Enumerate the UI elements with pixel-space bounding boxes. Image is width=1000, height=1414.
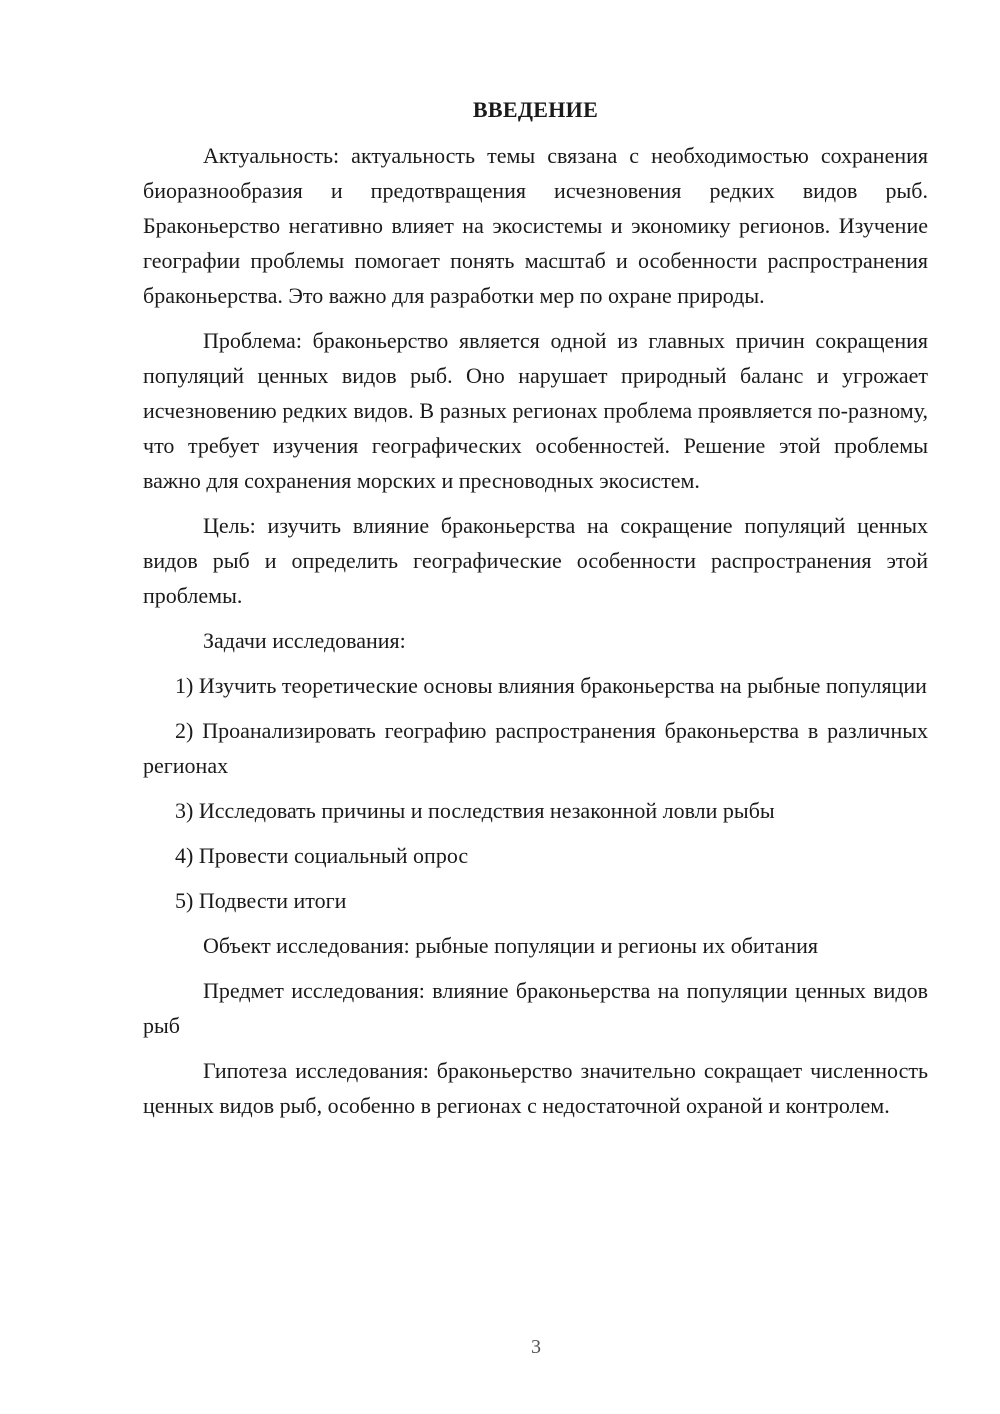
page-title: ВВЕДЕНИЕ: [472, 97, 599, 122]
document-page: [143, 92, 928, 1133]
paragraph-relevance: Актуальность: актуальность темы связана с необходимостью сохранения биоразнообразия и предотвращения исчезновения редких видов рыб. Браконьерство негативно влияет на экосистемы и экономику регионов. Изучение географии проблемы помогает понять масштаб и особенности распространения браконьерства. Это важно для разработки мер по охране природы.: [143, 143, 928, 308]
paragraph-problem: Проблема: браконьерство является одной из главных причин сокращения популяций ценных видов рыб. Оно нарушает природный баланс и угрожает исчезновению редких видов. В разных регионах проблема проявляется по-разному, что требует изучения географических особенностей. Решение этой проблемы важно для сохранения морских и пресноводных экосистем.: [143, 328, 928, 493]
paragraph-subject: Предмет исследования: влияние браконьерства на популяции ценных видов рыб: [143, 978, 928, 1038]
paragraph-hypothesis: Гипотеза исследования: браконьерство значительно сокращает численность ценных видов рыб, особенно в регионах с недостаточной охраной и контролем.: [143, 1058, 928, 1118]
list-item: 1) Изучить теоретические основы влияния браконьерства на рыбные популяции: [175, 673, 927, 698]
page-number: 3: [531, 1336, 541, 1358]
paragraph-goal: Цель: изучить влияние браконьерства на сокращение популяций ценных видов рыб и определить географические особенности распространения этой проблемы.: [143, 513, 928, 608]
paragraph-object: Объект исследования: рыбные популяции и регионы их обитания: [203, 933, 819, 958]
list-item: 2) Проанализировать географию распространения браконьерства в различных регионах: [143, 718, 928, 778]
list-item: 4) Провести социальный опрос: [175, 843, 469, 868]
tasks-list: [143, 668, 928, 918]
list-item: 3) Исследовать причины и последствия незаконной ловли рыбы: [175, 798, 775, 823]
tasks-heading: Задачи исследования:: [203, 628, 406, 653]
list-item: 5) Подвести итоги: [175, 888, 347, 913]
